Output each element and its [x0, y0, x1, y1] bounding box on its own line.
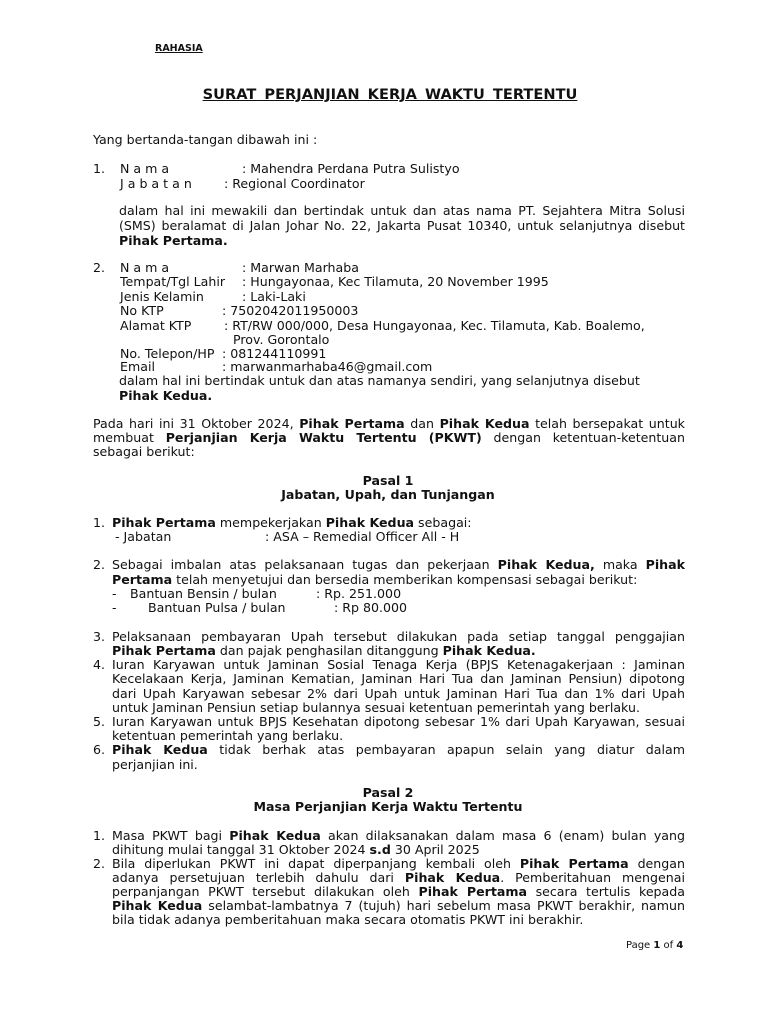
intro-line: Yang bertanda-tangan dibawah ini :	[93, 132, 318, 147]
party2-email-label: Email	[120, 359, 155, 374]
party2-name-value: : Marwan Marhaba	[242, 260, 359, 275]
page-footer	[626, 940, 683, 951]
text-span: akan dilaksanakan dalam masa 6 (enam) bulan yang	[320, 828, 685, 843]
text-span: Pihak	[645, 557, 685, 572]
text-span: telah menyetujui dan bersedia memberikan kompensasi sebagai berikut:	[172, 572, 638, 587]
party1-desc-line: (SMS) beralamat di Jalan Johar No. 22, Jakarta Pusat 10340, untuk selanjutnya disebut	[119, 218, 685, 233]
text-span: Pada hari ini 31 Oktober 2024,	[93, 416, 300, 431]
list-item	[112, 856, 685, 871]
text-span: membuat	[93, 430, 166, 445]
party2-term: Pihak Kedua.	[119, 388, 213, 403]
party1-term: Pihak Pertama.	[119, 233, 228, 248]
list-item	[112, 870, 685, 885]
list-item	[112, 572, 637, 587]
text-span: dengan	[628, 856, 685, 871]
agreement-line	[93, 416, 685, 431]
list-item: Iuran Karyawan untuk BPJS Kesehatan dipotong sebesar 1% dari Upah Karyawan, sesuai	[112, 714, 685, 729]
text-span: Pihak Kedua,	[497, 557, 595, 572]
party2-phone-label: No. Telepon/HP	[120, 346, 215, 361]
text-span: secara tertulis kepada	[526, 884, 685, 899]
party1-position-value: : Regional Coordinator	[224, 176, 365, 191]
text-span: Pihak Kedua	[325, 515, 415, 530]
agreement-line: sebagai berikut:	[93, 444, 195, 459]
of-word: of	[660, 940, 677, 951]
list-number: 6.	[93, 742, 106, 757]
text-span: dihitung mulai tanggal 31 Oktober 2024	[112, 842, 370, 857]
text-span: Pihak Pertama	[299, 416, 405, 431]
list-item: Kecelakaan Kerja, Jaminan Kematian, Jaminan Hari Tua dan Jaminan Pensiun) dipotong	[112, 671, 685, 686]
party2-address-label: Alamat KTP	[120, 318, 192, 333]
text-span: mempekerjakan	[215, 515, 326, 530]
party2-gender-label: Jenis Kelamin	[120, 289, 204, 304]
party1-desc-line: dalam hal ini mewakili dan bertindak untuk dan atas nama PT. Sejahtera Mitra Solusi	[119, 203, 685, 218]
party2-desc-line: dalam hal ini bertindak untuk dan atas namanya sendiri, yang selanjutnya disebut	[119, 373, 640, 388]
text-span: s.d	[369, 842, 391, 857]
text-span: dan pajak penghasilan ditanggung	[215, 643, 443, 658]
list-item	[112, 643, 536, 658]
text-span: sebagai:	[414, 515, 472, 530]
text-span: Pihak Kedua	[112, 898, 203, 913]
party2-ktp-label: No KTP	[120, 303, 164, 318]
party2-ktp-value: : 7502042011950003	[222, 303, 359, 318]
pasal1-subheading: Jabatan, Upah, dan Tunjangan	[281, 487, 495, 502]
jabatan-value: : ASA – Remedial Officer All - H	[265, 529, 460, 544]
text-span: Pihak Kedua	[404, 870, 501, 885]
list-item: untuk Jaminan Pensiun setiap bulannya sesuai ketentuan pemerintah yang berlaku.	[112, 700, 640, 715]
pulsa-label: Bantuan Pulsa / bulan	[148, 600, 286, 615]
list-number: 2.	[93, 557, 106, 572]
document-title: SURAT PERJANJIAN KERJA WAKTU TERTENTU	[202, 86, 578, 103]
party2-phone-value: : 081244110991	[222, 346, 327, 361]
party1-number: 1.	[93, 161, 106, 176]
list-item: bila tidak adanya pemberitahuan maka secara otomatis PKWT ini berakhir.	[112, 912, 584, 927]
pulsa-dash: -	[112, 600, 117, 615]
text-span: . Pemberitahuan mengenai	[500, 870, 685, 885]
bensin-label: Bantuan Bensin / bulan	[130, 586, 277, 601]
party2-name-label: N a m a	[120, 260, 170, 275]
text-span: tidak berhak atas pembayaran apapun selain yang diatur dalam	[207, 742, 685, 757]
jabatan-label: - Jabatan	[115, 529, 172, 544]
list-number: 2.	[93, 856, 106, 871]
list-number: 3.	[93, 629, 106, 644]
list-number: 1.	[93, 828, 106, 843]
list-number: 1.	[93, 515, 106, 530]
agreement-line	[93, 430, 685, 445]
list-item	[112, 557, 685, 572]
party1-name-label: N a m a	[120, 161, 170, 176]
list-number: 4.	[93, 657, 106, 672]
text-span: Masa PKWT bagi	[112, 828, 230, 843]
text-span: adanya persetujuan terlebih dahulu dari	[112, 870, 405, 885]
pasal2-subheading: Masa Perjanjian Kerja Waktu Tertentu	[253, 799, 523, 814]
page-total: 4	[676, 940, 684, 951]
text-span: Perjanjian Kerja Waktu Tertentu (PKWT)	[165, 430, 482, 445]
text-span: Pihak Kedua	[439, 416, 530, 431]
party2-birth-label: Tempat/Tgl Lahir	[120, 274, 226, 289]
text-span: maka	[594, 557, 646, 572]
text-span: Pihak Pertama	[112, 643, 216, 658]
party2-number: 2.	[93, 260, 106, 275]
party2-address-value: Prov. Gorontalo	[233, 332, 330, 347]
page-word: Page	[626, 940, 654, 951]
list-item	[112, 884, 685, 899]
party2-birth-value: : Hungayonaa, Kec Tilamuta, 20 November 1995	[242, 274, 549, 289]
list-item: Iuran Karyawan untuk Jaminan Sosial Tenaga Kerja (BPJS Ketenagakerjaan : Jaminan	[112, 657, 685, 672]
bensin-value: : Rp. 251.000	[316, 586, 402, 601]
pasal2-heading: Pasal 2	[362, 785, 414, 800]
list-item: ketentuan pemerintah yang berlaku.	[112, 728, 344, 743]
text-span: Pihak Pertama	[112, 515, 216, 530]
party1-name-value: : Mahendra Perdana Putra Sulistyo	[242, 161, 460, 176]
list-item	[112, 828, 685, 843]
text-span: Sebagai imbalan atas pelaksanaan tugas dan pekerjaan	[112, 557, 498, 572]
text-span: perpanjangan PKWT tersebut dilakukan oleh	[112, 884, 419, 899]
list-item	[112, 842, 480, 857]
list-number: 5.	[93, 714, 106, 729]
text-span: telah bersepakat untuk	[529, 416, 685, 431]
party2-gender-value: : Laki-Laki	[242, 289, 306, 304]
classification-label: RAHASIA	[155, 43, 203, 54]
text-span: dan	[404, 416, 440, 431]
text-span: Pihak Kedua.	[442, 643, 536, 658]
text-span: Pihak Pertama	[418, 884, 527, 899]
text-span: Bila diperlukan PKWT ini dapat diperpanjang kembali oleh	[112, 856, 520, 871]
text-span: selambat-lambatnya 7 (tujuh) hari sebelum masa PKWT berakhir, namun	[202, 898, 685, 913]
text-span: Pihak Kedua	[229, 828, 321, 843]
party2-address-value: : RT/RW 000/000, Desa Hungayonaa, Kec. Tilamuta, Kab. Boalemo,	[224, 318, 645, 333]
text-span: dengan ketentuan-ketentuan	[481, 430, 685, 445]
party1-position-label: J a b a t a n	[120, 176, 192, 191]
list-item: dari Upah Karyawan sebesar 2% dari Upah untuk Jaminan Hari Tua dan 1% dari Upah	[112, 686, 685, 701]
text-span: Pihak Kedua	[112, 742, 208, 757]
list-item: perjanjian ini.	[112, 757, 198, 772]
party2-email-value: : marwanmarhaba46@gmail.com	[222, 359, 433, 374]
list-item: Pelaksanaan pembayaran Upah tersebut dilakukan pada setiap tanggal penggajian	[112, 629, 685, 644]
pulsa-value: : Rp 80.000	[334, 600, 408, 615]
list-item	[112, 742, 685, 757]
text-span: Pertama	[112, 572, 173, 587]
list-item	[112, 898, 685, 913]
bensin-dash: -	[112, 586, 117, 601]
pasal1-heading: Pasal 1	[362, 473, 414, 488]
text-span: Pihak Pertama	[519, 856, 629, 871]
list-item	[112, 515, 472, 530]
page-number: 1	[653, 940, 661, 951]
text-span: 30 April 2025	[390, 842, 480, 857]
